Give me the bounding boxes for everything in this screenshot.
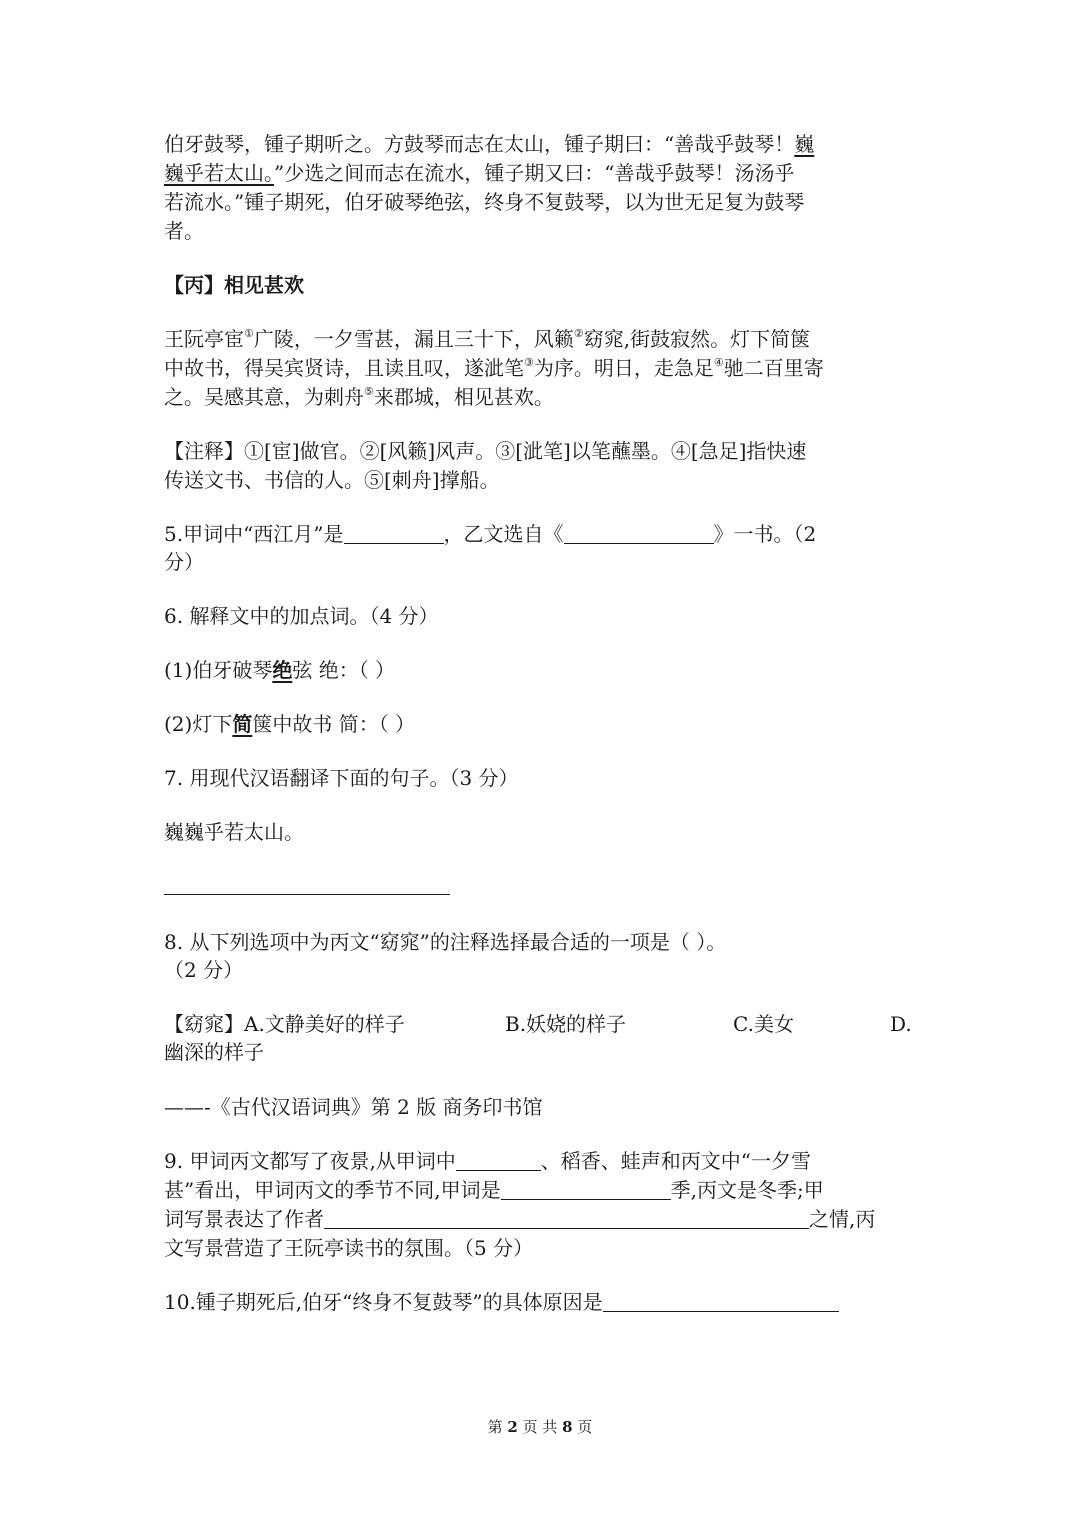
question-9-line-3: 词写景表达了作者 之情,丙 — [164, 1207, 876, 1231]
question-5-score: 分） — [164, 550, 204, 574]
passage-bing-line-2: 中故书，得吴宾贤诗，且读且叹，遂泚笔③为序。明日，走急足④驰二百里寄 — [164, 356, 824, 380]
answer-line[interactable] — [164, 894, 450, 895]
answer-blank[interactable] — [456, 1150, 541, 1171]
note-ref-3: ③ — [524, 356, 534, 369]
underlined-sentence: 巍乎若太山。 — [164, 161, 274, 185]
passage-yi-line-2: 巍乎若太山。”少选之间而志在流水，锺子期又曰：“善哉乎鼓琴！汤汤乎 — [164, 161, 795, 185]
underlined-sentence-start: 巍 — [794, 132, 815, 156]
question-6-item-2: (2)灯下简箧中故书 简：（ ） — [164, 712, 416, 736]
question-8-option-a: 【窈窕】A.文静美好的样子 — [164, 1012, 405, 1036]
question-8-source: ——-《古代汉语词典》第 2 版 商务印书馆 — [164, 1095, 543, 1119]
note-ref-4: ④ — [713, 356, 724, 369]
question-8-option-d-text: 幽深的样子 — [164, 1040, 264, 1064]
question-5: 5.甲词中“西江月”是 ，乙文选自《 》一书。（2 — [164, 522, 817, 546]
answer-blank[interactable] — [603, 1291, 839, 1312]
question-8-score: （2 分） — [164, 958, 244, 982]
passage-bing-line-1: 王阮亭宦①广陵，一夕雪甚，漏且三十下，风籁②窈窕,街鼓寂然。灯下简箧 — [164, 327, 811, 351]
question-7: 7. 用现代汉语翻译下面的句子。（3 分） — [164, 766, 519, 790]
dotted-word: 简 — [232, 712, 253, 736]
passage-bing-line-3: 之。吴感其意，为刺舟⑤来郡城，相见甚欢。 — [164, 385, 554, 409]
notes-line-2: 传送文书、书信的人。⑤[刺舟]撑船。 — [164, 468, 500, 492]
passage-yi-line-3: 若流水。”锺子期死，伯牙破琴绝弦，终身不复鼓琴，以为世无足复为鼓琴 — [164, 190, 805, 214]
total-page-number: 8 — [562, 1418, 573, 1436]
question-8: 8. 从下列选项中为丙文“窈窕”的注释选择最合适的一项是（ ）。 — [164, 930, 727, 954]
passage-yi-line-4: 者。 — [164, 219, 204, 243]
passage-bing-heading: 【丙】相见甚欢 — [164, 273, 304, 297]
answer-blank[interactable] — [324, 1208, 809, 1229]
note-ref-5: ⑤ — [364, 385, 374, 398]
question-9-line-2: 甚”看出，甲词丙文的季节不同,甲词是 季,丙文是冬季;甲 — [164, 1178, 824, 1202]
current-page-number: 2 — [507, 1418, 518, 1436]
question-6: 6. 解释文中的加点词。（4 分） — [164, 604, 439, 628]
question-8-option-c: C.美女 — [733, 1012, 794, 1036]
question-9-line-1: 9. 甲词丙文都写了夜景,从甲词中 、稻香、蛙声和丙文中“一夕雪 — [164, 1149, 812, 1173]
question-8-option-b: B.妖娆的样子 — [505, 1012, 627, 1036]
question-8-option-d: D. — [890, 1012, 912, 1036]
page-footer: 第 2 页 共 8 页 — [487, 1418, 593, 1436]
note-ref-2: ② — [573, 327, 584, 340]
question-6-item-1: (1)伯牙破琴绝弦 绝：（ ） — [164, 658, 396, 682]
notes-line-1: 【注释】①[宦]做官。②[风籁]风声。③[泚笔]以笔蘸墨。④[急足]指快速 — [164, 439, 807, 463]
passage-yi-line-1: 伯牙鼓琴，锺子期听之。方鼓琴而志在太山，锺子期曰：“善哉乎鼓琴！巍 — [164, 132, 815, 156]
question-10: 10.锺子期死后,伯牙“终身不复鼓琴”的具体原因是 — [164, 1288, 839, 1316]
question-7-sentence: 巍巍乎若太山。 — [164, 820, 304, 844]
note-ref-1: ① — [244, 327, 254, 340]
answer-blank[interactable] — [344, 523, 444, 544]
answer-blank[interactable] — [564, 523, 714, 544]
dotted-word: 绝 — [272, 658, 293, 682]
answer-blank[interactable] — [501, 1179, 671, 1200]
question-9-line-4: 文写景营造了王阮亭读书的氛围。（5 分） — [164, 1236, 534, 1260]
